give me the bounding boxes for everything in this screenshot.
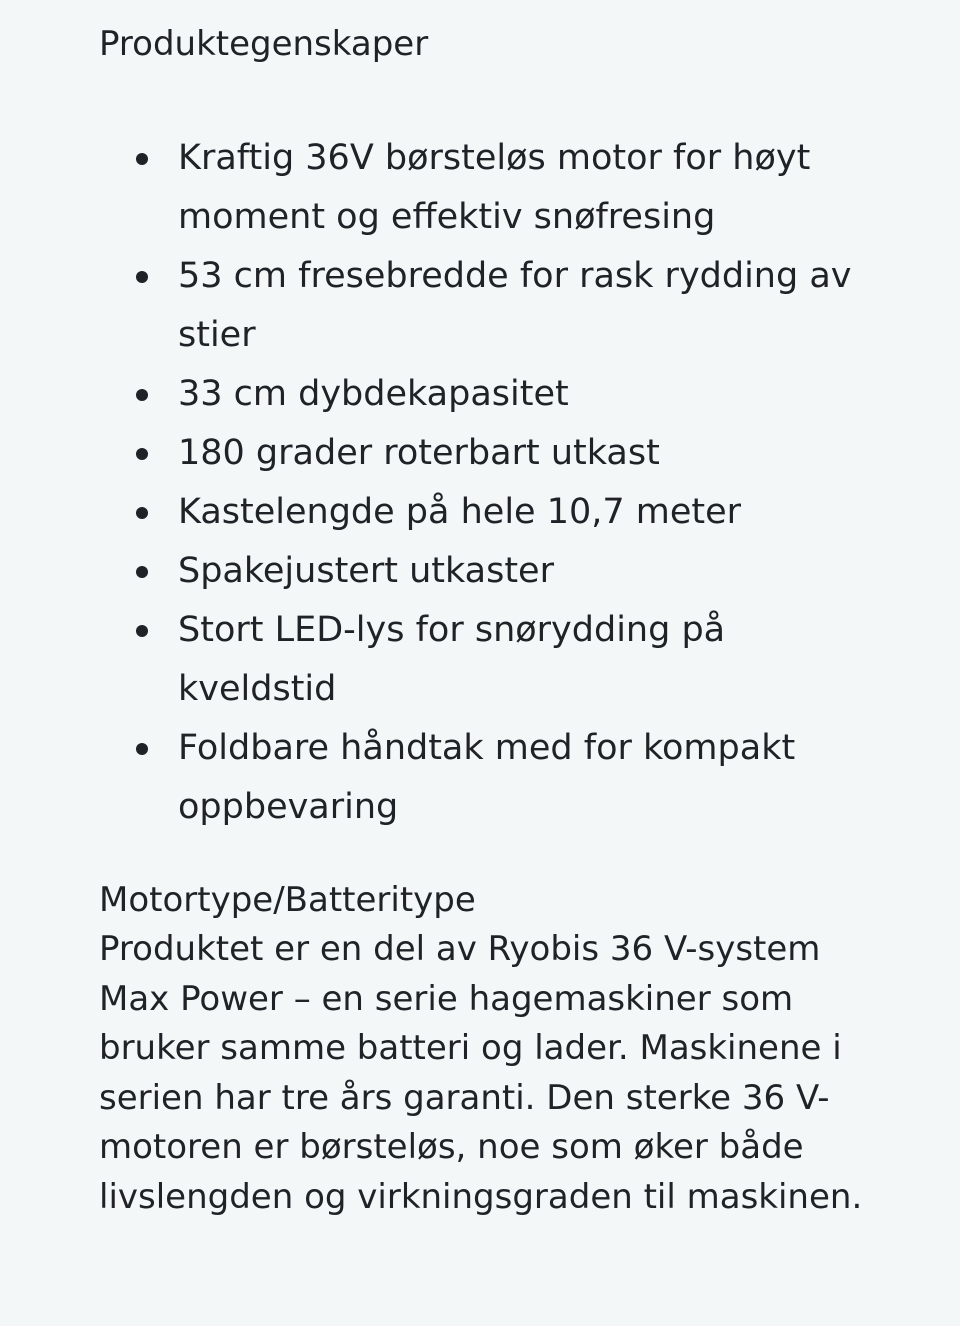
list-item: [178, 601, 878, 719]
bullet-icon: [136, 743, 148, 755]
list-item-text: 53 cm fresebredde for rask rydding av stier: [178, 256, 852, 355]
list-item: [178, 424, 878, 483]
bullet-icon: [136, 153, 148, 165]
features-list: [99, 129, 899, 837]
list-item-text: Spakejustert utkaster: [178, 551, 554, 591]
motor-section-text: Produktet er en del av Ryobis 36 V-system Max Power – en serie hagemaskiner som bruker samme batteri og lader. Maskinene i serien har tre års garanti. Den sterke 36 V-motoren er børsteløs, noe som øker både livslengden og virkningsgraden til maskinen.: [99, 929, 863, 1217]
list-item: [178, 483, 878, 542]
list-item: [178, 129, 878, 247]
motor-section-title: Motortype/Batteritype: [99, 880, 476, 920]
list-item: [178, 719, 878, 837]
list-item: [178, 247, 878, 365]
list-item-text: Stort LED-lys for snørydding på kveldstid: [178, 610, 726, 709]
bullet-icon: [136, 271, 148, 283]
list-item-text: 33 cm dybdekapasitet: [178, 374, 569, 414]
list-item-text: Kraftig 36V børsteløs motor for høyt moment og effektiv snøfresing: [178, 138, 811, 237]
list-item-text: Kastelengde på hele 10,7 meter: [178, 492, 742, 532]
list-item: [178, 365, 878, 424]
product-description: [99, 18, 899, 1222]
bullet-icon: [136, 448, 148, 460]
list-item: [178, 542, 878, 601]
list-item-text: Foldbare håndtak med for kompakt oppbevaring: [178, 728, 796, 827]
bullet-icon: [136, 566, 148, 578]
bullet-icon: [136, 389, 148, 401]
list-item-text: 180 grader roterbart utkast: [178, 433, 660, 473]
features-heading: Produktegenskaper: [99, 24, 429, 64]
bullet-icon: [136, 507, 148, 519]
bullet-icon: [136, 625, 148, 637]
